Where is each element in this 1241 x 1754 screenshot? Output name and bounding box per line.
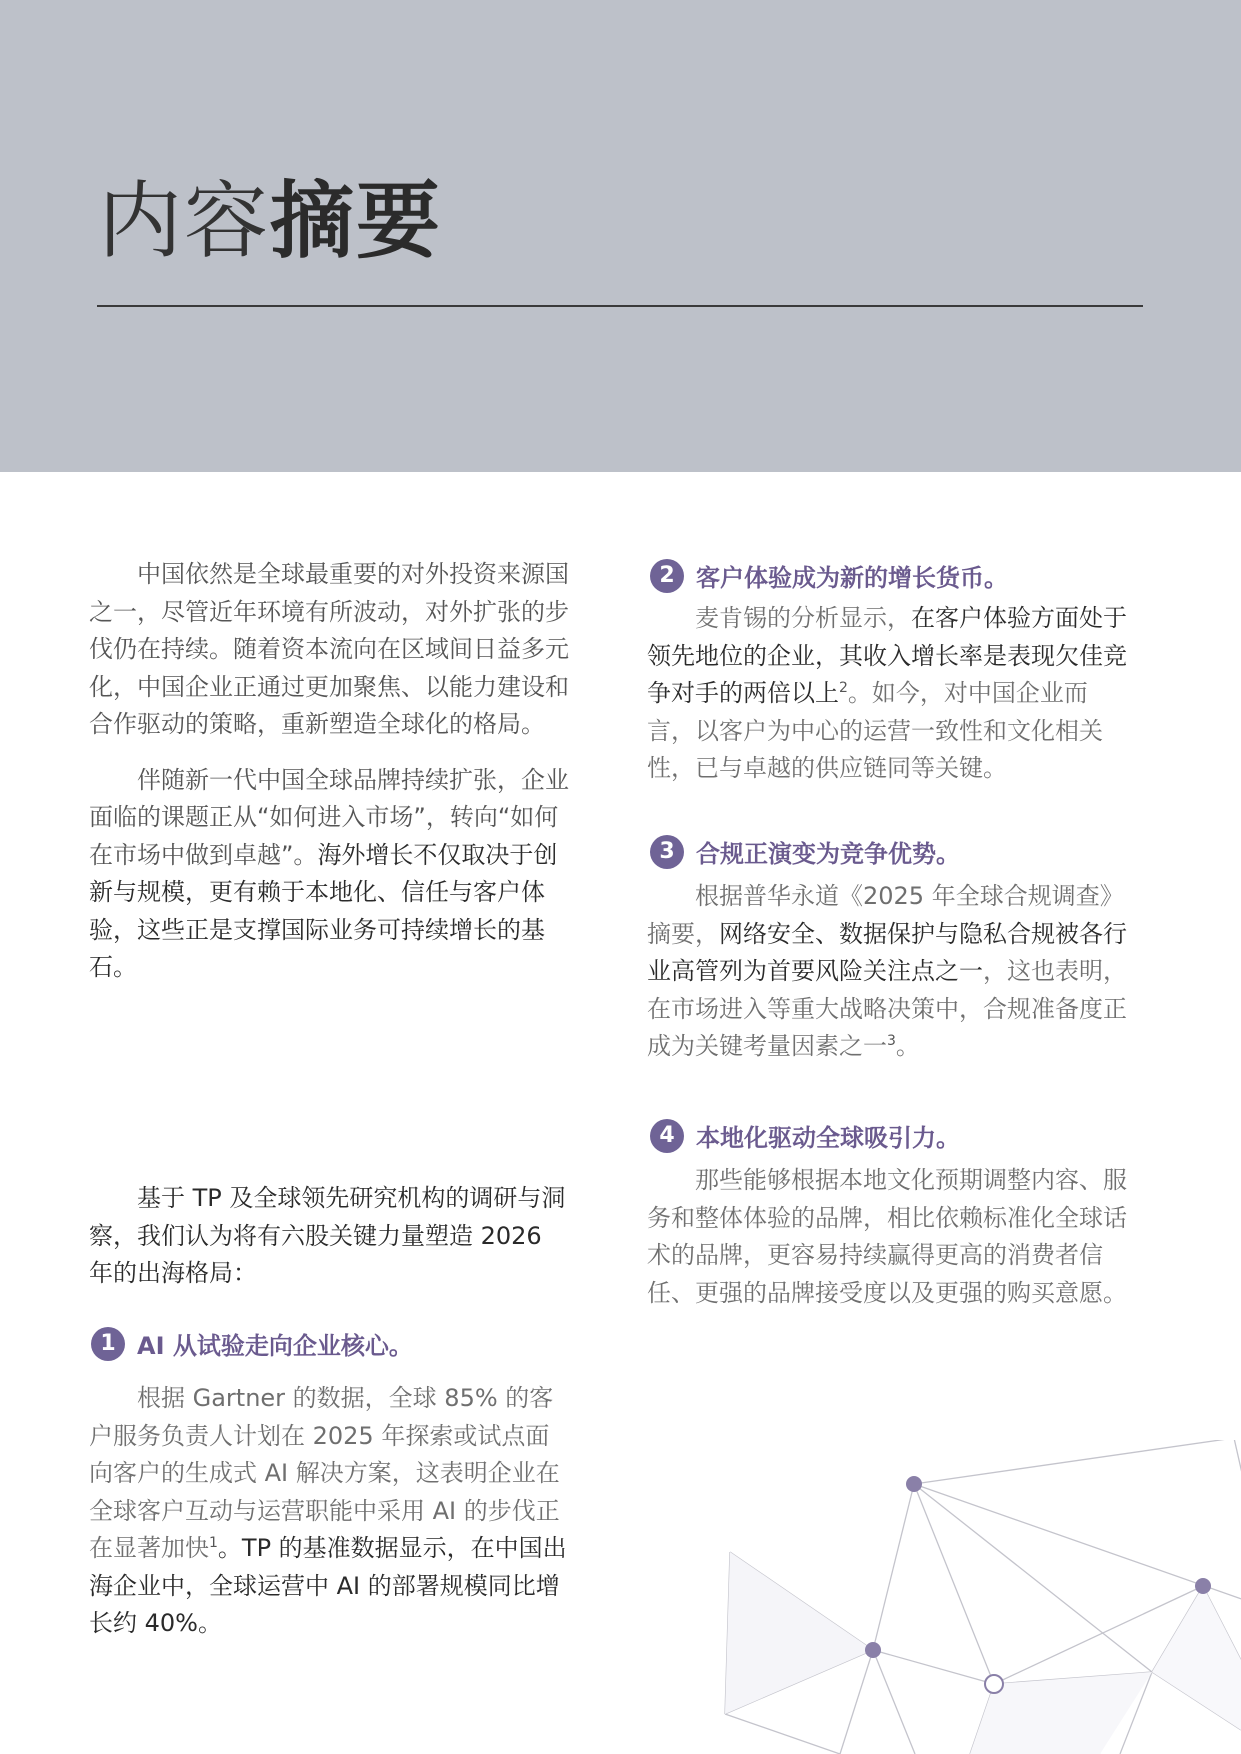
section-3-body-block bbox=[647, 878, 1127, 1066]
section-3-heading bbox=[650, 834, 960, 869]
section-2-footnote-ref: 2 bbox=[839, 680, 848, 696]
section-3-body bbox=[647, 878, 1127, 1066]
section-1-body-block bbox=[89, 1380, 569, 1643]
page-title bbox=[98, 168, 442, 274]
intro-block bbox=[89, 556, 569, 987]
intro-paragraph-2-light: 伴随新一代中国全球品牌持续扩张，企业面临的课题正从“如何进入市场”，转向“如何在市场中做到卓越”。 bbox=[89, 765, 569, 869]
section-1-footnote-ref: 1 bbox=[209, 1535, 218, 1551]
section-1-number-badge: 1 bbox=[91, 1327, 125, 1361]
intro-paragraph-1: 中国依然是全球最重要的对外投资来源国之一，尽管近年环境有所波动，对外扩张的步伐仍在持续。随着资本流向在区域间日益多元化，中国企业正通过更加聚焦、以能力建设和合作驱动的策略，重新塑造全球化的格局。 bbox=[89, 560, 569, 738]
network-decoration bbox=[700, 1440, 1241, 1754]
section-3-body-c: 。 bbox=[895, 1032, 920, 1060]
section-3-body-b: ，这也表明，在市场进入等重大战略决策中，合规准备度正成为关键考量因素之一 bbox=[647, 957, 1127, 1060]
section-1-body bbox=[89, 1380, 569, 1643]
section-1-body-b: 。TP 的基准数据显示，在中国出海企业中，全球运营中 AI 的部署规模同比增长约 40%。 bbox=[89, 1534, 567, 1637]
section-2-body-emphasis: 在客户体验方面处于领先地位的企业，其收入增长率是表现欠佳竞争对手的两倍以上 bbox=[647, 604, 1127, 707]
section-4-body-a: 那些能够根据本地文化预期调整内容、服务和整体体验的品牌，相比依赖标准化全球话术的品牌，更容易持续赢得更高的消费者信任、更强的品牌接受度以及更强的购买意愿。 bbox=[647, 1166, 1127, 1307]
network-node bbox=[906, 1476, 922, 1492]
section-3-body-emphasis: 网络安全、数据保护与隐私合规被各行业高管列为首要风险关注点之一 bbox=[647, 919, 1127, 985]
section-1-body-a: 根据 Gartner 的数据，全球 85% 的客户服务负责人计划在 2025 年探索或试点面向客户的生成式 AI 解决方案，这表明企业在全球客户互动与运营职能中采用 AI 的步伐正在显著加快 bbox=[89, 1384, 560, 1562]
section-2-body bbox=[647, 600, 1127, 788]
section-2-number-badge: 2 bbox=[650, 559, 684, 593]
section-2-title: 客户体验成为新的增长货币。 bbox=[696, 564, 1008, 592]
section-4-title: 本地化驱动全球吸引力。 bbox=[696, 1124, 960, 1152]
section-4-body bbox=[647, 1162, 1127, 1312]
section-2-body-b: 。如今，对中国企业而言，以客户为中心的运营一致性和文化相关性，已与卓越的供应链同等关键。 bbox=[647, 679, 1103, 782]
section-2-heading bbox=[650, 558, 1008, 593]
network-node-hollow bbox=[985, 1675, 1003, 1693]
section-4-number-badge: 4 bbox=[650, 1119, 684, 1153]
section-4-body-block bbox=[647, 1162, 1127, 1312]
forces-intro-block bbox=[89, 1180, 569, 1293]
section-2-body-a: 麦肯锡的分析显示， bbox=[695, 604, 911, 632]
section-3-number-badge: 3 bbox=[650, 835, 684, 869]
section-3-title: 合规正演变为竞争优势。 bbox=[696, 840, 960, 868]
forces-intro-paragraph: 基于 TP 及全球领先研究机构的调研与洞察，我们认为将有六股关键力量塑造 2026 年的出海格局： bbox=[89, 1184, 566, 1287]
section-1-title: AI 从试验走向企业核心。 bbox=[137, 1332, 413, 1360]
section-4-heading bbox=[650, 1118, 960, 1153]
section-1-heading bbox=[91, 1326, 413, 1361]
intro-paragraph-2 bbox=[89, 762, 569, 987]
network-node bbox=[1195, 1578, 1211, 1594]
page-title-light: 内容 bbox=[98, 172, 271, 270]
network-node bbox=[865, 1642, 881, 1658]
title-divider bbox=[97, 305, 1143, 307]
section-2-body-block bbox=[647, 600, 1127, 788]
page-title-bold: 摘要 bbox=[270, 172, 443, 270]
intro-paragraph-2-emphasis: 海外增长不仅取决于创新与规模，更有赖于本地化、信任与客户体验，这些正是支撑国际业务可持续增长的基石。 bbox=[89, 840, 558, 981]
section-3-body-a: 根据普华永道《2025 年全球合规调查》摘要， bbox=[647, 882, 1124, 948]
section-3-footnote-ref: 3 bbox=[887, 1033, 896, 1049]
